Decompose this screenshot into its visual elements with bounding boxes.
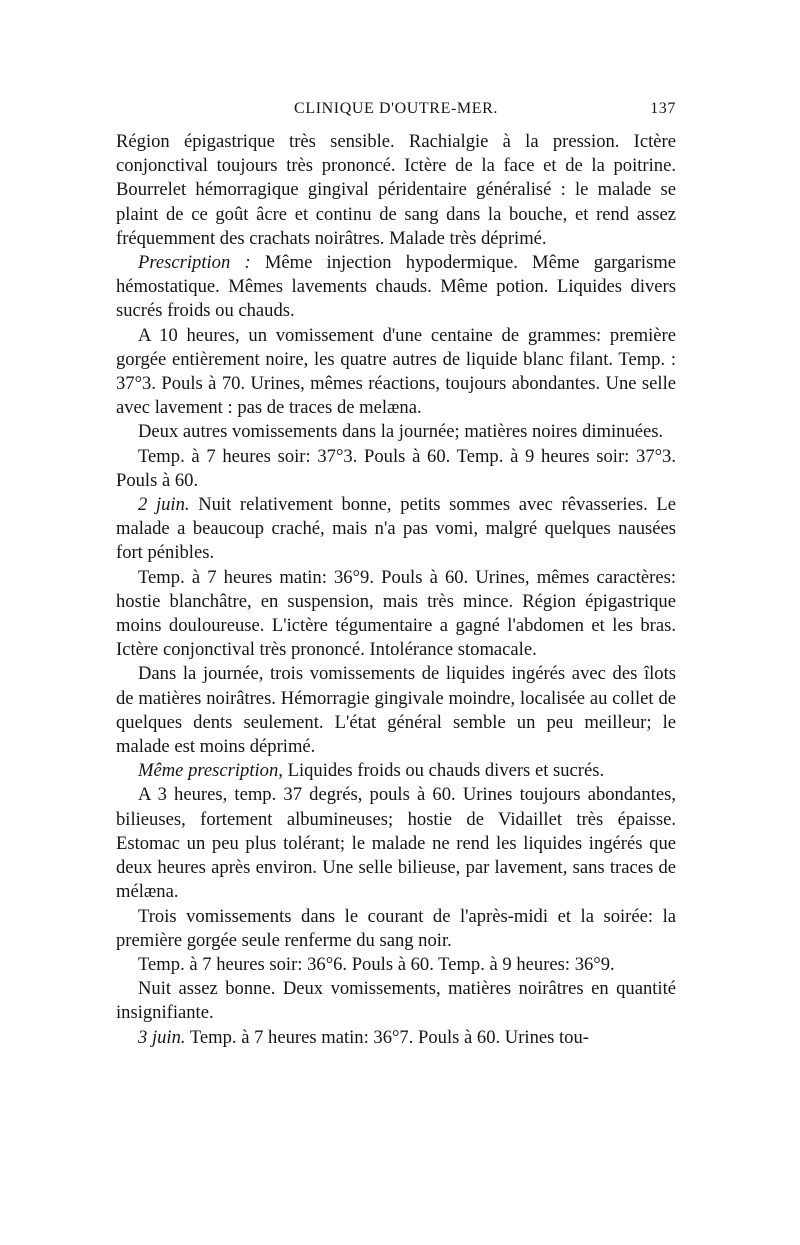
paragraph-text: Nuit relativement bonne, petits sommes avec rêvasseries. Le malade a beaucoup craché, mais n'a pas vomi, malgré quelques nausées fort pénibles. <box>116 494 676 564</box>
paragraph-text: Temp. à 7 heures soir: 37°3. Pouls à 60. Temp. à 9 heures soir: 37°3. Pouls à 60. <box>116 445 676 491</box>
paragraph-text: Trois vomissements dans le courant de l'après-midi et la soirée: la première gorgée seule renferme du sang noir. <box>116 905 676 951</box>
page-number: 137 <box>650 100 676 117</box>
running-header <box>116 100 676 130</box>
paragraph-text: Temp. à 7 heures matin: 36°9. Pouls à 60. Urines, mêmes caractères: hostie blanchâtre, en suspension, mais très mince. Région épigastrique moins douloureuse. L'ictère tégumentaire a gagné l'abdomen et les bras. Ictère conjonctival très prononcé. Intolérance stomacale. <box>116 566 676 661</box>
paragraph-lead: Prescription : <box>138 252 251 274</box>
paragraph-text: Nuit assez bonne. Deux vomissements, matières noirâtres en quantité insignifiante. <box>116 978 676 1024</box>
paragraph-text: Même injection hypodermique. Même gargarisme hémostatique. Mêmes lavements chauds. Même potion. Liquides divers sucrés froids ou chauds. <box>116 252 676 322</box>
paragraph-lead: 3 juin. <box>138 1026 186 1048</box>
paragraph <box>116 324 676 421</box>
paragraph-text: Liquides froids ou chauds divers et sucrés. <box>282 760 605 782</box>
paragraph <box>116 566 676 663</box>
paragraph-text: Deux autres vomissements dans la journée; matières noires diminuées. <box>138 421 664 443</box>
book-page <box>116 100 676 1050</box>
paragraph-text: Temp. à 7 heures soir: 36°6. Pouls à 60. Temp. à 9 heures: 36°9. <box>138 953 615 975</box>
paragraph <box>116 445 676 493</box>
paragraph <box>116 493 676 566</box>
paragraph <box>116 977 676 1025</box>
paragraph <box>116 953 676 977</box>
paragraph-lead: 2 juin. <box>138 494 190 516</box>
paragraph-text: A 10 heures, un vomissement d'une centaine de grammes: première gorgée entièrement noire, les quatre autres de liquide blanc filant. Temp. : 37°3. Pouls à 70. Urines, mêmes réactions, toujours abondantes. Une selle avec lavement : pas de traces de melæna. <box>116 324 676 419</box>
paragraph <box>116 420 676 444</box>
paragraph <box>116 759 676 783</box>
paragraph <box>116 783 676 904</box>
paragraph-text: Temp. à 7 heures matin: 36°7. Pouls à 60. Urines tou- <box>185 1026 589 1048</box>
paragraph <box>116 251 676 324</box>
body-text <box>116 130 676 1050</box>
paragraph <box>116 662 676 759</box>
running-title: CLINIQUE D'OUTRE-MER. <box>294 100 498 117</box>
paragraph <box>116 130 676 251</box>
paragraph-text: Région épigastrique très sensible. Rachialgie à la pression. Ictère conjonctival toujours très prononcé. Ictère de la face et de la poitrine. Bourrelet hémorragique gingival péridentaire généralisé : le malade se plaint de ce goût âcre et continu de sang dans la bouche, et rend assez fréquemment des crachats noirâtres. Malade très déprimé. <box>116 131 676 249</box>
paragraph-text: A 3 heures, temp. 37 degrés, pouls à 60. Urines toujours abondantes, bilieuses, fortement albumineuses; hostie de Vidaillet très épaisse. Estomac un peu plus tolérant; le malade ne rend les liquides ingérés que deux heures après environ. Une selle bilieuse, par lavement, sans traces de mélæna. <box>116 784 676 903</box>
paragraph-text: Dans la journée, trois vomissements de liquides ingérés avec des îlots de matières noirâtres. Hémorragie gingivale moindre, localisée au collet de quelques dents seulement. L'état général semble un peu meilleur; le malade est moins déprimé. <box>116 663 676 758</box>
paragraph <box>116 905 676 953</box>
paragraph <box>116 1026 676 1050</box>
paragraph-lead: Même prescription, <box>138 760 283 782</box>
